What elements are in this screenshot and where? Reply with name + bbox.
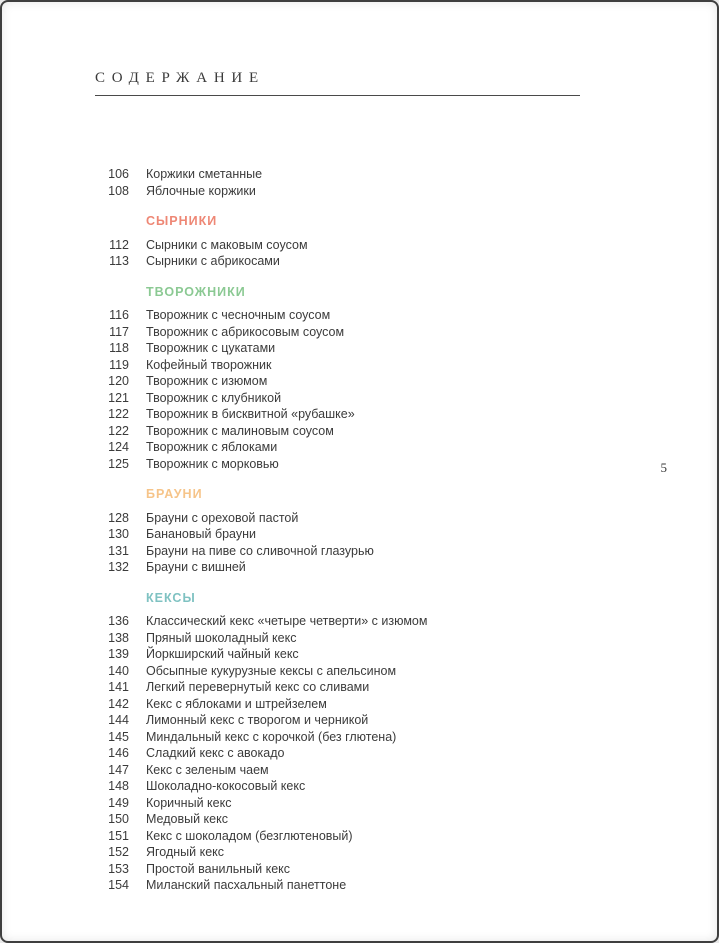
toc-entry xyxy=(95,712,635,729)
toc-entry-title: Простой ванильный кекс xyxy=(146,861,291,876)
toc-entry-title: Пряный шоколадный кекс xyxy=(146,630,297,645)
toc-entry-title: Творожник с яблоками xyxy=(146,440,278,454)
toc-entry xyxy=(95,456,635,473)
toc-entry-page-number: 113 xyxy=(109,254,129,268)
toc-entry xyxy=(95,745,635,762)
toc-section-header: КЕКСЫ xyxy=(146,590,196,605)
toc-list xyxy=(95,166,635,894)
toc-entry xyxy=(95,324,635,341)
toc-entry-title: Творожник с цукатами xyxy=(146,341,276,355)
toc-entry-title: Творожник с изюмом xyxy=(146,374,268,388)
toc-entry xyxy=(95,423,635,440)
toc-entry-page-number: 119 xyxy=(109,357,129,372)
toc-entry-title: Банановый брауни xyxy=(146,527,257,541)
toc-entry xyxy=(95,526,635,543)
toc-entry-page-number: 122 xyxy=(108,423,129,438)
toc-entry xyxy=(95,630,635,647)
toc-entry-page-number: 132 xyxy=(108,560,129,574)
toc-entry-page-number: 144 xyxy=(108,713,129,727)
toc-entry-title: Йоркширский чайный кекс xyxy=(146,647,299,661)
toc-entry xyxy=(95,811,635,828)
toc-entry-page-number: 145 xyxy=(108,729,129,744)
toc-entry-title: Сладкий кекс с авокадо xyxy=(146,746,285,760)
toc-entry-page-number: 106 xyxy=(108,167,129,181)
toc-entry-title: Брауни на пиве со сливочной глазурью xyxy=(146,543,374,558)
toc-entry xyxy=(95,844,635,861)
toc-entry-page-number: 146 xyxy=(108,746,129,760)
toc-entry-page-number: 125 xyxy=(108,456,129,471)
toc-entry-title: Классический кекс «четыре четверти» с изюмом xyxy=(146,614,428,628)
toc-entry-title: Обсыпные кукурузные кексы с апельсином xyxy=(146,663,397,678)
toc-entry xyxy=(95,166,635,183)
toc-entry-title: Кекс с яблоками и штрейзелем xyxy=(146,696,327,711)
toc-entry xyxy=(95,307,635,324)
toc-entry xyxy=(95,877,635,894)
toc-entry-page-number: 130 xyxy=(108,527,129,541)
contents-header xyxy=(95,70,580,96)
toc-entry xyxy=(95,861,635,878)
toc-entry-title: Кекс с зеленым чаем xyxy=(146,762,269,777)
toc-entry xyxy=(95,696,635,713)
toc-entry xyxy=(95,237,635,254)
toc-entry xyxy=(95,183,635,200)
header-divider xyxy=(95,95,580,96)
toc-entry-title: Кофейный творожник xyxy=(146,357,272,372)
toc-entry-title: Лимонный кекс с творогом и черникой xyxy=(146,713,369,727)
toc-entry xyxy=(95,559,635,576)
toc-entry-page-number: 128 xyxy=(108,510,129,525)
toc-entry-page-number: 148 xyxy=(108,779,129,793)
toc-entry-page-number: 139 xyxy=(108,647,129,661)
toc-entry xyxy=(95,762,635,779)
toc-entry-title: Яблочные коржики xyxy=(146,183,256,198)
toc-entry-page-number: 142 xyxy=(108,696,129,711)
toc-entry-page-number: 122 xyxy=(108,407,129,421)
toc-entry-page-number: 118 xyxy=(109,341,129,355)
toc-entry-title: Творожник с малиновым соусом xyxy=(146,423,334,438)
toc-entry-page-number: 136 xyxy=(108,614,129,628)
toc-entry-page-number: 138 xyxy=(108,630,129,645)
toc-entry-title: Легкий перевернутый кекс со сливами xyxy=(146,680,370,694)
toc-entry-page-number: 112 xyxy=(109,237,129,252)
toc-entry xyxy=(95,679,635,696)
toc-entry xyxy=(95,543,635,560)
toc-entry xyxy=(95,390,635,407)
toc-entry-page-number: 121 xyxy=(108,390,129,405)
toc-entry xyxy=(95,340,635,357)
toc-entry xyxy=(95,663,635,680)
toc-entry xyxy=(95,253,635,270)
toc-entry-title: Коричный кекс xyxy=(146,795,232,810)
toc-entry-page-number: 154 xyxy=(108,878,129,892)
toc-entry xyxy=(95,439,635,456)
toc-entry xyxy=(95,613,635,630)
toc-entry xyxy=(95,373,635,390)
toc-entry-page-number: 124 xyxy=(108,440,129,454)
toc-entry-page-number: 120 xyxy=(108,374,129,388)
toc-entry-page-number: 140 xyxy=(108,663,129,678)
toc-section-header: ТВОРОЖНИКИ xyxy=(146,284,246,299)
toc-section-header: СЫРНИКИ xyxy=(146,214,218,228)
toc-entry-title: Творожник с чесночным соусом xyxy=(146,308,331,322)
toc-entry-title: Коржики сметанные xyxy=(146,167,263,181)
contents-title: СОДЕРЖАНИЕ xyxy=(95,70,265,86)
toc-entry xyxy=(95,729,635,746)
toc-entry-title: Брауни с вишней xyxy=(146,560,246,574)
toc-section-header: БРАУНИ xyxy=(146,487,203,501)
toc-entry-title: Творожник в бисквитной «рубашке» xyxy=(146,407,355,421)
toc-entry-title: Творожник с клубникой xyxy=(146,390,282,405)
toc-entry xyxy=(95,646,635,663)
toc-entry-page-number: 147 xyxy=(108,762,129,777)
toc-entry-title: Миндальный кекс с корочкой (без глютена) xyxy=(146,729,397,744)
toc-entry-title: Медовый кекс xyxy=(146,812,228,826)
toc-entry-page-number: 117 xyxy=(109,324,129,339)
toc-entry xyxy=(95,795,635,812)
toc-entry-title: Кекс с шоколадом (безглютеновый) xyxy=(146,828,353,843)
toc-entry xyxy=(95,510,635,527)
toc-entry-page-number: 151 xyxy=(108,828,129,843)
toc-entry-title: Миланский пасхальный панеттоне xyxy=(146,878,347,892)
toc-entry-page-number: 131 xyxy=(108,543,129,558)
toc-entry-page-number: 150 xyxy=(108,812,129,826)
toc-entry-page-number: 108 xyxy=(108,183,129,198)
toc-entry-page-number: 141 xyxy=(108,680,129,694)
toc-entry-title: Сырники с абрикосами xyxy=(146,254,280,268)
toc-entry-title: Творожник с морковью xyxy=(146,456,279,471)
toc-entry-title: Брауни с ореховой пастой xyxy=(146,510,299,525)
toc-entry xyxy=(95,357,635,374)
toc-entry-title: Ягодный кекс xyxy=(146,845,225,859)
toc-entry xyxy=(95,406,635,423)
toc-entry xyxy=(95,778,635,795)
toc-entry-title: Сырники с маковым соусом xyxy=(146,237,308,252)
toc-entry-page-number: 116 xyxy=(109,308,129,322)
page-number: 5 xyxy=(660,460,667,475)
toc-entry-page-number: 152 xyxy=(108,845,129,859)
toc-entry-page-number: 149 xyxy=(108,795,129,810)
toc-entry-title: Шоколадно-кокосовый кекс xyxy=(146,779,306,793)
toc-entry-page-number: 153 xyxy=(108,861,129,876)
toc-entry-title: Творожник с абрикосовым соусом xyxy=(146,324,345,339)
toc-entry xyxy=(95,828,635,845)
